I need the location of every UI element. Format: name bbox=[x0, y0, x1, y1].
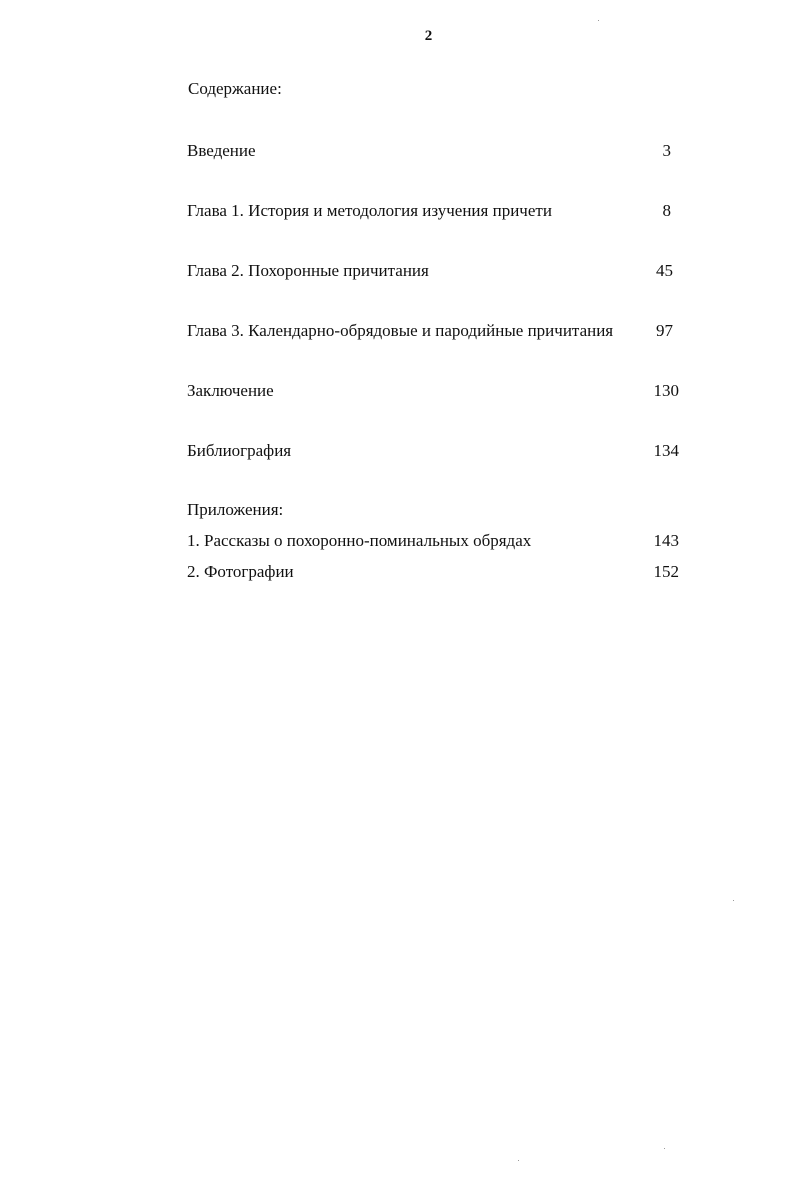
toc-entry-page: 8 bbox=[662, 201, 671, 220]
toc-entry-label: Глава 3. Календарно-обрядовые и пародийные причитания bbox=[187, 321, 614, 340]
toc-entry-page: 134 bbox=[653, 441, 679, 460]
appendix-heading: Приложения: bbox=[187, 500, 284, 519]
scan-speck bbox=[518, 1160, 519, 1161]
toc-heading: Содержание: bbox=[188, 79, 282, 98]
toc-entry-conclusion bbox=[187, 380, 679, 402]
scan-speck bbox=[664, 1148, 665, 1149]
toc-entry-label: Библиография bbox=[187, 441, 292, 460]
scan-speck bbox=[733, 900, 734, 901]
toc-entry-appendix-2 bbox=[187, 561, 679, 583]
toc-entry-page: 143 bbox=[653, 531, 679, 550]
toc-entry-chapter-2 bbox=[187, 260, 679, 282]
toc-entry-appendix-1 bbox=[187, 530, 679, 552]
toc-entry-bibliography bbox=[187, 440, 679, 462]
toc-entry-label: 2. Фотографии bbox=[187, 562, 294, 581]
toc-entry-page: 97 bbox=[656, 321, 673, 340]
page-number: 2 bbox=[424, 28, 433, 44]
toc-entry-chapter-3 bbox=[187, 320, 679, 342]
toc-entry-page: 3 bbox=[662, 141, 671, 160]
toc-entry-page: 130 bbox=[653, 381, 679, 400]
toc-entry-page: 45 bbox=[656, 261, 673, 280]
toc-entry-label: Введение bbox=[187, 141, 256, 160]
toc-entry-label: Глава 2. Похоронные причитания bbox=[187, 261, 429, 280]
toc-entry-introduction bbox=[187, 140, 679, 162]
scan-speck bbox=[598, 20, 599, 21]
toc-entry-label: 1. Рассказы о похоронно-поминальных обрядах bbox=[187, 531, 532, 550]
toc-entry-label: Глава 1. История и методология изучения причети bbox=[187, 201, 552, 220]
toc-entry-page: 152 bbox=[653, 562, 679, 581]
toc-entry-label: Заключение bbox=[187, 381, 274, 400]
toc-entry-chapter-1 bbox=[187, 200, 679, 222]
